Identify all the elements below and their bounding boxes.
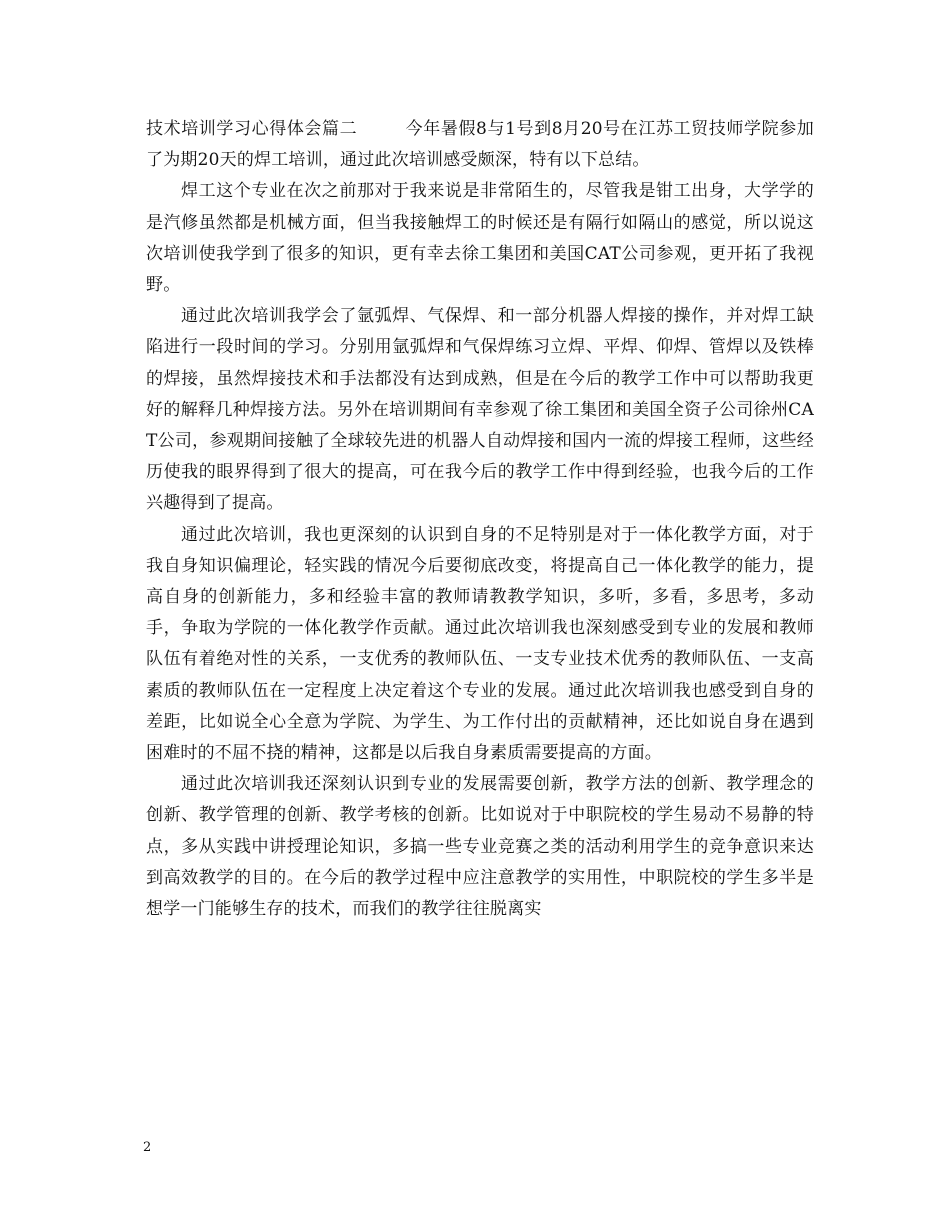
intro-text: 今年暑假8与1号到8月20号在江苏工贸技师学院参加了为期20天的焊工培训，通过此次培训感受颇深，特有以下总结。 xyxy=(146,119,814,171)
document-heading: 技术培训学习心得体会篇二 xyxy=(146,119,358,139)
body-paragraph-1: 焊工这个专业在次之前那对于我来说是非常陌生的，尽管我是钳工出身，大学学的是汽修虽然都是机械方面，但当我接触焊工的时候还是有隔行如隔山的感觉，所以说这次培训使我学到了很多的知识，更有幸去徐工集团和美国CAT公司参观，更开拓了我视野。 xyxy=(146,181,814,296)
body-paragraph-4: 通过此次培训我还深刻认识到专业的发展需要创新，教学方法的创新、教学理念的创新、教学管理的创新、教学考核的创新。比如说对于中职院校的学生易动不易静的特点，多从实践中讲授理论知识，多搞一些专业竞赛之类的活动利用学生的竞争意识来达到高效教学的目的。在今后的教学过程中应注意教学的实用性，中职院校的学生多半是想学一门能够生存的技术，而我们的教学往往脱离实 xyxy=(146,774,814,920)
body-paragraph-2: 通过此次培训我学会了氩弧焊、气保焊、和一部分机器人焊接的操作，并对焊工缺陷进行一段时间的学习。分别用氩弧焊和气保焊练习立焊、平焊、仰焊、管焊以及铁棒的焊接，虽然焊接技术和手法都没有达到成熟，但是在今后的教学工作中可以帮助我更好的解释几种焊接方法。另外在培训期间有幸参观了徐工集团和美国全资子公司徐州CAT公司，参观期间接触了全球较先进的机器人自动焊接和国内一流的焊接工程师，这些经历使我的眼界得到了很大的提高，可在我今后的教学工作中得到经验，也我今后的工作兴趣得到了提高。 xyxy=(146,306,814,514)
document-body xyxy=(146,114,814,925)
page-number: 2 xyxy=(143,1140,152,1155)
body-paragraph-3: 通过此次培训，我也更深刻的认识到自身的不足特别是对于一体化教学方面，对于我自身知识偏理论，轻实践的情况今后要彻底改变，将提高自己一体化教学的能力，提高自身的创新能力，多和经验丰富的教师请教教学知识，多听，多看，多思考，多动手，争取为学院的一体化教学作贡献。通过此次培训我也深刻感受到专业的发展和教师队伍有着绝对性的关系，一支优秀的教师队伍、一支专业技术优秀的教师队伍、一支高素质的教师队伍在一定程度上决定着这个专业的发展。通过此次培训我也感受到自身的差距，比如说全心全意为学院、为学生、为工作付出的贡献精神，还比如说自身在遇到困难时的不屈不挠的精神，这都是以后我自身素质需要提高的方面。 xyxy=(146,524,814,764)
intro-paragraph xyxy=(146,114,814,176)
